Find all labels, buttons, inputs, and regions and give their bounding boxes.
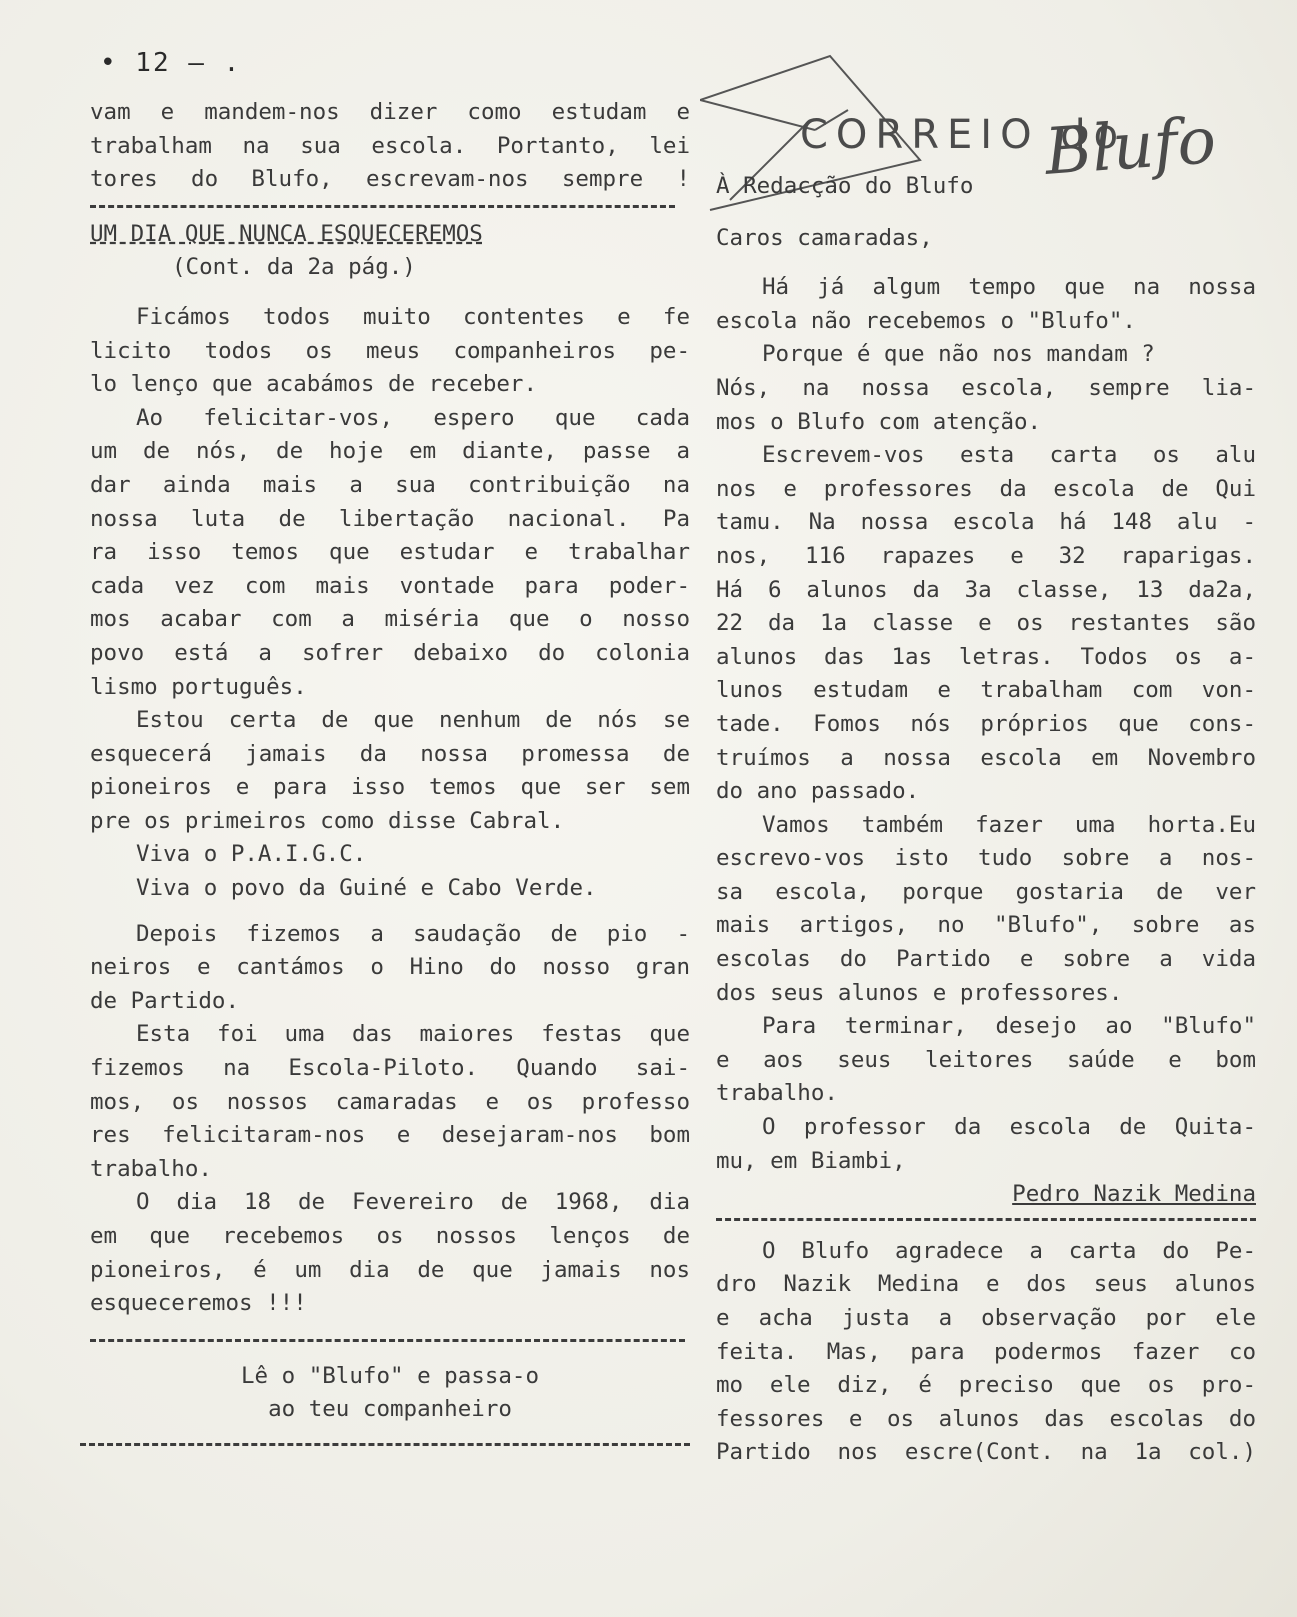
article-subhead: (Cont. da 2a pág.): [172, 254, 416, 281]
text-line: e aos seus leitores saúde e bom: [716, 1046, 1256, 1073]
text-line: neiros e cantámos o Hino do nosso gran: [90, 954, 690, 981]
divider: [90, 1339, 685, 1342]
text-line: Estou certa de que nenhum de nós se: [136, 707, 690, 734]
divider: [716, 1218, 1256, 1221]
text-line: mos acabar com a miséria que o nosso: [90, 606, 690, 633]
text-line: Há já algum tempo que na nossa: [762, 274, 1256, 301]
text-line: de Partido.: [90, 987, 240, 1014]
text-line: sa escola, porque gostaria de ver: [716, 878, 1256, 905]
text-line: Depois fizemos a saudação de pio -: [136, 920, 690, 947]
text-line: nos, 116 rapazes e 32 raparigas.: [716, 542, 1256, 569]
intro-line: tores do Blufo, escrevam-nos sempre !: [90, 166, 690, 193]
intro-line: trabalham na sua escola. Portanto, lei: [90, 132, 690, 159]
text-line: Viva o P.A.I.G.C.: [136, 841, 367, 868]
text-line: truímos a nossa escola em Novembro: [716, 744, 1256, 771]
divider: [90, 205, 675, 208]
text-line: O professor da escola de Quita-: [762, 1114, 1256, 1141]
text-line: Ficámos todos muito contentes e fe: [136, 303, 690, 330]
text-line: trabalho.: [716, 1080, 838, 1107]
correio-title: CORREIO do: [800, 112, 1127, 158]
text-line: Porque é que não nos mandam ?: [762, 341, 1155, 368]
text-line: tamu. Na nossa escola há 148 alu -: [716, 509, 1256, 536]
text-line: feita. Mas, para podermos fazer co: [716, 1338, 1256, 1365]
blufo-handwritten: Blufo: [1042, 104, 1219, 190]
text-line: pioneiros, é um dia de que jamais nos: [90, 1256, 690, 1283]
text-line: pre os primeiros como disse Cabral.: [90, 807, 565, 834]
text-line: mos o Blufo com atenção.: [716, 408, 1042, 435]
text-line: esquecerá jamais da nossa promessa de: [90, 740, 690, 767]
text-line: dos seus alunos e professores.: [716, 979, 1123, 1006]
text-line: pioneiros e para isso temos que ser sem: [90, 774, 690, 801]
text-line: O Blufo agradece a carta do Pe-: [762, 1237, 1256, 1264]
text-line: licito todos os meus companheiros pe-: [90, 337, 690, 364]
intro-line: vam e mandem-nos dizer como estudam e: [90, 99, 690, 125]
slogan-line: Lê o "Blufo" e passa-o: [240, 1362, 539, 1389]
text-line: esqueceremos !!!: [90, 1290, 307, 1317]
text-line: cada vez com mais vontade para poder-: [90, 572, 690, 599]
text-line: Esta foi uma das maiores festas que: [136, 1021, 690, 1048]
text-line: Escrevem-vos esta carta os alu: [762, 442, 1256, 469]
text-line: Partido nos escre(Cont. na 1a col.): [716, 1439, 1256, 1466]
text-line: escola não recebemos o "Blufo".: [716, 307, 1136, 334]
text-line: res felicitaram-nos e desejaram-nos bom: [90, 1122, 690, 1149]
text-line: Nós, na nossa escola, sempre lia-: [716, 374, 1256, 401]
addressee: À Redacção do Blufo: [716, 173, 974, 199]
text-line: ra isso temos que estudar e trabalhar: [90, 539, 690, 566]
text-line: nossa luta de libertação nacional. Pa: [90, 505, 690, 532]
text-line: Viva o povo da Guiné e Cabo Verde.: [136, 875, 597, 902]
text-line: O dia 18 de Fevereiro de 1968, dia: [136, 1189, 690, 1216]
article-headline: UM DIA QUE NUNCA ESQUECEREMOS: [90, 220, 483, 247]
text-line: um de nós, de hoje em diante, passe a: [90, 438, 690, 465]
text-line: em que recebemos os nossos lenços de: [90, 1223, 690, 1249]
text-line: fessores e os alunos das escolas do: [716, 1405, 1256, 1432]
text-line: lunos estudam e trabalham com von-: [716, 677, 1256, 704]
divider: [80, 1443, 690, 1446]
text-line: mos, os nossos camaradas e os professo: [90, 1088, 690, 1115]
text-line: tade. Fomos nós próprios que cons-: [716, 710, 1256, 737]
text-line: escrevo-vos isto tudo sobre a nos-: [716, 845, 1256, 872]
text-line: nos e professores da escola de Qui: [716, 475, 1256, 502]
signature: [716, 1178, 1256, 1212]
text-line: Há 6 alunos da 3a classe, 13 da2a,: [716, 576, 1256, 603]
text-line: 22 da 1a classe e os restantes são: [716, 610, 1256, 637]
text-line: Para terminar, desejo ao "Blufo": [762, 1013, 1256, 1040]
slogan-line: ao teu companheiro: [268, 1396, 512, 1423]
text-line: dro Nazik Medina e dos seus alunos: [716, 1271, 1256, 1298]
signature-name: Pedro Nazik Medina: [1012, 1181, 1256, 1208]
greeting: Caros camaradas,: [716, 224, 933, 251]
text-line: dar ainda mais a sua contribuição na: [90, 471, 690, 498]
right-column: [716, 170, 1256, 1470]
text-line: povo está a sofrer debaixo do colonia: [90, 639, 690, 666]
text-line: Vamos também fazer uma horta.Eu: [762, 811, 1256, 838]
text-line: do ano passado.: [716, 778, 920, 805]
text-line: escolas do Partido e sobre a vida: [716, 946, 1256, 973]
text-line: lo lenço que acabámos de receber.: [90, 371, 538, 398]
text-line: Ao felicitar-vos, espero que cada: [136, 404, 690, 431]
text-line: mo ele diz, é preciso que os pro-: [716, 1372, 1256, 1399]
left-column: [90, 96, 690, 1456]
text-line: alunos das 1as letras. Todos os a-: [716, 643, 1256, 670]
text-line: fizemos na Escola-Piloto. Quando sai-: [90, 1055, 690, 1082]
text-line: lismo português.: [90, 673, 307, 700]
text-line: mu, em Biambi,: [716, 1147, 906, 1174]
text-line: mais artigos, no "Blufo", sobre as: [716, 912, 1256, 939]
page-number: • 12 – .: [100, 48, 242, 78]
text-line: trabalho.: [90, 1155, 212, 1182]
text-line: e acha justa a observação por ele: [716, 1305, 1256, 1331]
